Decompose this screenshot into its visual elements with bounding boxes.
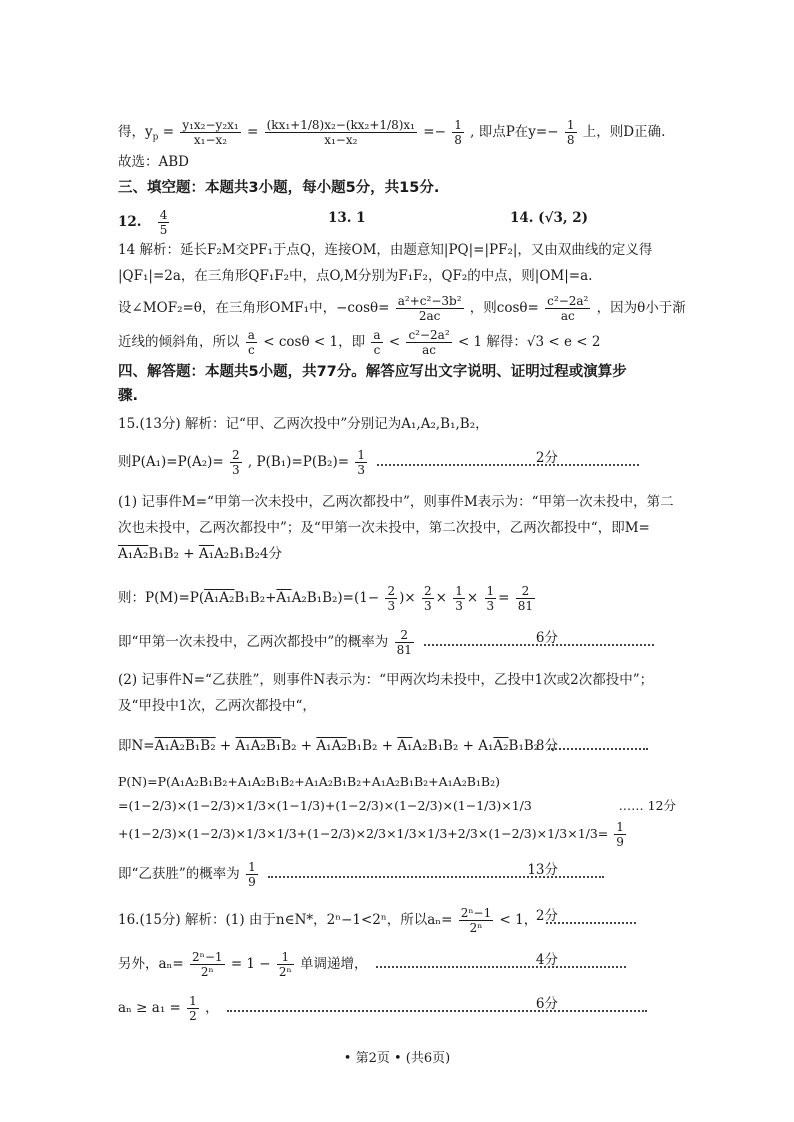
text: A₁A₂B₁	[235, 738, 282, 754]
answer-13: 13. 1	[328, 210, 366, 226]
score-mark: 2分	[535, 450, 558, 466]
fraction: $\frac{a}{c}$	[247, 328, 255, 357]
fraction: $\frac{\text{2ⁿ−1}}{\text{2ⁿ}}$	[460, 906, 492, 935]
score-mark: …… 12分	[618, 798, 676, 813]
q15-event-n	[118, 736, 676, 756]
q15-part1-1: (1) 记事件M=“甲第一次未投中，乙两次都投中”，则事件M表示为：“甲第一次未投中，第二	[118, 494, 674, 510]
text: 即“乙获胜”的概率为	[118, 866, 240, 882]
fraction: $\frac{a}{c}$	[373, 328, 381, 357]
text: A₂B₁B₂ + A₁	[412, 738, 494, 754]
text: ×	[435, 590, 447, 606]
q16-lower-bound	[118, 994, 676, 1023]
text: 16.(15分) 解析：(1) 由于n∈N*，2ⁿ−1<2ⁿ，所以aₙ=	[118, 912, 453, 928]
text: =(1−2/3)×(1−2/3)×1/3×(1−1/3)+(1−2/3)×(1−2/3)×(1−1/3)×1/3	[118, 798, 532, 813]
fraction: $\frac{1}{8}$	[454, 118, 462, 147]
text: A₂	[493, 738, 509, 754]
text: 即N=	[118, 738, 155, 754]
q14-explanation-4	[118, 328, 676, 357]
text: ，	[205, 1000, 219, 1016]
fraction: $\frac{1}{\text{2ⁿ}}$	[278, 950, 292, 979]
fraction: $\frac{\text{y₁x₂−y₂x₁}}{\text{x₁−x₂}}$	[182, 118, 239, 147]
text: ，则cosθ=	[469, 300, 539, 316]
fraction: $\frac{1}{9}$	[248, 860, 256, 889]
fraction: $\frac{2}{3}$	[424, 584, 432, 613]
text: A₁A₂B₁B₂	[154, 738, 216, 754]
text: )×	[399, 590, 416, 606]
text: B₁B₂+	[234, 590, 277, 606]
q15-probabilities	[118, 448, 676, 477]
text: 另外，aₙ=	[118, 956, 184, 972]
score-mark: 6分	[535, 630, 558, 646]
q15-pn-line2	[118, 820, 676, 849]
q15-pm-calc	[118, 584, 676, 613]
score-mark: 2分	[535, 908, 558, 924]
text: +(1−2/3)×(1−2/3)×1/3×1/3+(1−2/3)×2/3×1/3×1/3+2/3×(1−2/3)×1/3×1/3=	[118, 826, 609, 841]
text: aₙ ≥ a₁ =	[118, 1000, 181, 1016]
score-mark: 6分	[535, 996, 558, 1012]
text: A₁	[397, 738, 413, 754]
answer-14: 14. (√3, 2)	[510, 210, 589, 226]
fill-in-answers	[118, 208, 676, 237]
fraction: $\frac{2}{3}$	[387, 584, 396, 613]
text: B₁B₂ +	[346, 738, 398, 754]
text: <	[388, 334, 401, 350]
text: B₁B₂	[508, 738, 540, 754]
text: 则P(A₁)=P(A₂)=	[118, 454, 224, 470]
q15-part1-result	[118, 628, 676, 657]
text: A₁	[198, 546, 215, 562]
line-yp-derivation: 得，$y_p$ = $\frac{\text{y₁x₂−y₂x₁}}{\text{x₁−x₂}}$ = $\frac{\text{(kx₁+1/8)x₂−(kx₂+1/8)x₁}}{\text{x₁−x₂}}$ =− $\frac{1}{8}$ , 即点P在y=− $\frac{1}{8}$ 上，则D正确.	[118, 118, 666, 147]
score-mark: 4分	[535, 952, 558, 968]
text: ×	[466, 590, 479, 606]
text: 近线的倾斜角，所以	[118, 334, 240, 350]
fraction: $\frac{2}{3}$	[231, 448, 240, 477]
leader-dots	[377, 463, 639, 466]
fraction: $\frac{\text{(kx₁+1/8)x₂−(kx₂+1/8)x₁}}{\text{x₁−x₂}}$	[266, 118, 415, 147]
text: 设∠MOF₂=θ，在三角形OMF₁中，−cosθ=	[118, 300, 390, 316]
fraction: $\frac{1}{3}$	[486, 584, 495, 613]
leader-dots	[227, 1009, 647, 1012]
text: < cosθ < 1，即	[263, 334, 366, 350]
fraction: $\frac{1}{8}$	[566, 118, 575, 147]
answer-12-value: $\frac{4}{5}$	[159, 208, 168, 237]
text: 上，则D正确.	[582, 124, 666, 140]
text: A₁A₂	[118, 546, 149, 562]
q16-monotonic	[118, 950, 676, 979]
text: 单调递增，	[300, 956, 368, 972]
q15-pn-line1	[118, 796, 676, 816]
section-4-heading-cont: 骤.	[118, 388, 139, 404]
q14-explanation-1: 14 解析：延长F₂M交PF₁于点Q，连接OM，由题意知|PQ|=|PF₂|，又由双曲线的定义得	[118, 242, 653, 258]
q15-intro: 15.(13分) 解析：记“甲、乙两次投中”分别记为A₁,A₂,B₁,B₂，	[118, 416, 489, 432]
q15-part2-1: (2) 记事件N=“乙获胜”，则事件N表示为：“甲两次均未投中，乙投中1次或2次都投中”；	[118, 672, 654, 688]
answer-12-label: 12.	[118, 214, 142, 230]
text: =	[162, 124, 175, 140]
fraction: $\frac{1}{2}$	[189, 994, 197, 1023]
text: A₁A₂	[316, 738, 347, 754]
text: A₂B₁B₂4分	[214, 546, 282, 562]
leader-dots	[546, 921, 636, 924]
q16-part1	[118, 906, 676, 935]
text: < 1 解得：√3 < e < 2	[457, 334, 601, 350]
text: =	[247, 124, 259, 140]
leader-dots	[376, 965, 626, 968]
section-3-heading: 三、填空题：本题共3小题，每小题5分，共15分.	[118, 180, 440, 196]
text: A₁	[276, 590, 292, 606]
fraction: $\frac{\text{a²+c²−3b²}}{2ac}$	[397, 294, 462, 323]
text: < 1，	[499, 912, 538, 928]
text: 则：P(M)=P(	[118, 590, 205, 606]
text: ，因为θ小于渐	[596, 300, 686, 316]
q15-part2-2: 及“甲投中1次，乙两次都投中“，	[118, 698, 316, 714]
score-mark: 13分	[527, 862, 558, 878]
q15-part2-result	[118, 860, 676, 889]
section-4-heading: 四、解答题：本题共5小题，共77分。解答应写出文字说明、证明过程或演算步	[118, 364, 627, 380]
fraction: $\frac{1}{3}$	[455, 584, 463, 613]
q14-explanation-3	[118, 294, 686, 323]
text: B₁B₂ +	[148, 546, 199, 562]
text: A₁A₂	[204, 590, 235, 606]
text: A₂B₁B₂)=(1−	[291, 590, 380, 606]
text: +	[215, 738, 236, 754]
text: , 即点P在y=−	[470, 124, 559, 140]
q15-part1-3	[118, 544, 676, 564]
page-footer: • 第2页 • (共6页)	[343, 1051, 451, 1066]
fraction: $\frac{\text{c²−2a²}}{ac}$	[408, 328, 450, 357]
fraction: $\frac{2}{81}$	[396, 628, 412, 657]
q14-explanation-2: |QF₁|=2a，在三角形QF₁F₂中，点O,M分别为F₁F₂，QF₂的中点，则|OM|=a.	[118, 268, 593, 284]
line-answer-choice: 故选：ABD	[118, 154, 189, 170]
text: =	[498, 590, 510, 606]
leader-dots	[548, 747, 648, 750]
text: B₂ +	[281, 738, 317, 754]
text: =−	[423, 124, 446, 140]
fraction: $\frac{\text{2ⁿ−1}}{\text{2ⁿ}}$	[192, 950, 223, 979]
fraction: $\frac{\text{c²−2a²}}{ac}$	[547, 294, 589, 323]
text: 即“甲第一次未投中，乙两次都投中”的概率为	[118, 634, 389, 650]
q15-part1-2: 次也未投中，乙两次都投中”；及“甲第一次未投中，第二次投中，乙两次都投中“，即M=	[118, 520, 650, 536]
score-mark: 8分	[535, 738, 558, 754]
q15-pn-expression: P(N)=P(A₁A₂B₁B₂+A₁A₂B₁B₂+A₁A₂B₁B₂+A₁A₂B₁B₂+A₁A₂B₁B₂)	[118, 774, 500, 789]
fraction: $\frac{1}{3}$	[357, 448, 365, 477]
fraction: $\frac{1}{9}$	[616, 820, 624, 849]
text: 得，y	[118, 124, 153, 140]
text: = 1 −	[230, 956, 271, 972]
fraction: $\frac{2}{81}$	[517, 584, 534, 613]
text: , P(B₁)=P(B₂)=	[247, 454, 350, 470]
